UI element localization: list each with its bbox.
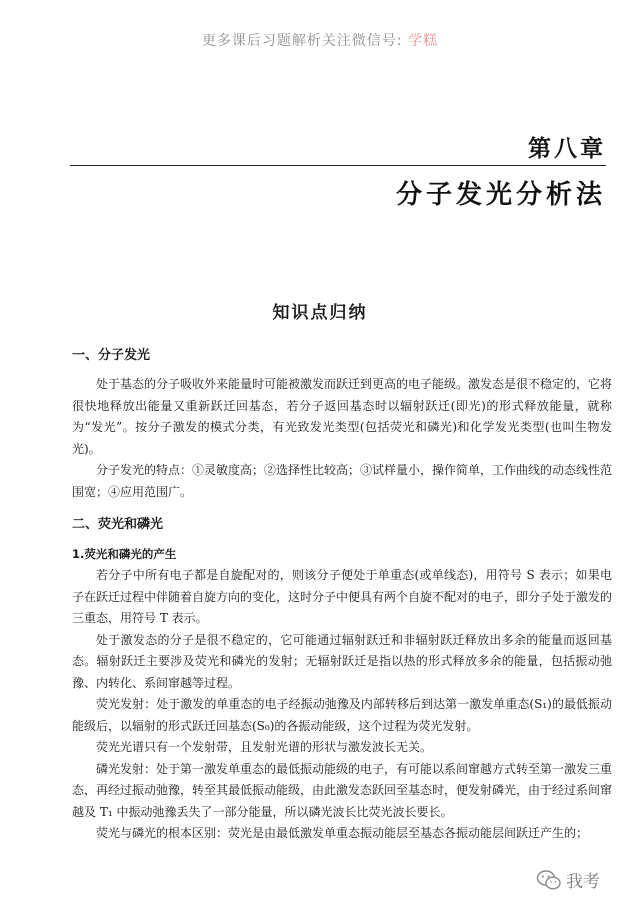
chapter-title: 分子发光分析法 <box>395 180 606 210</box>
paragraph: 荧光光谱只有一个发射带，且发射光谱的形状与激发波长无关。 <box>96 740 433 754</box>
chapter-number: 第八章 <box>528 136 606 162</box>
subheading-generation: 1.荧光和磷光的产生 <box>72 547 177 561</box>
paragraph: 荧光与磷光的根本区别：荧光是由最低激发单重态振动能层至基态各振动能层间跃迁产生的； <box>96 826 589 840</box>
paragraph: 荧光发射：处于激发的单重态的电子经振动弛豫及内部转移后到达第一激发单重态(S₁)的最低振动能级后，以辐射的形式跃迁回基态(S₀)的各振动能级，这个过程为荧光发射。 <box>72 697 612 733</box>
paragraph: 磷光发射：处于第一激发单重态的最低振动能级的电子，有可能以系间窜越方式转至第一激发三重态，再经过振动弛豫，转至其最低振动能级，由此激发态跃回至基态时，便发射磷光，由于经过系间窜越及 T₁ 中振动弛豫丢失了一部分能量，所以磷光波长比荧光波长要长。 <box>72 761 613 819</box>
paragraph: 若分子中所有电子都是自旋配对的，则该分子便处于单重态(或单线态)，用符号 S 表示；如果电子在跃迁过程中伴随着自旋方向的变化，这时分子中便具有两个自旋不配对的电子，即分子处于激发的三重态，用符号 T 表示。 <box>72 568 613 625</box>
page-body <box>72 344 612 845</box>
paragraph: 处于基态的分子吸收外来能量时可能被激发而跃迁到更高的电子能级。激发态是很不稳定的，它将很快地释放出能量又重新跃迁回基态，若分子返回基态时以辐射跃迁(即光)的形式释放能量，就称为“发光”。按分子激发的模式分类，有光致发光类型(包括荧光和磷光)和化学发光类型(也叫生物发光)。 <box>72 377 613 456</box>
header-account: 学糕 <box>408 33 439 49</box>
section-title: 知识点归纳 <box>272 303 368 323</box>
paragraph: 分子发光的特点：①灵敏度高；②选择性比较高；③试样量小，操作简单，工作曲线的动态线性范围宽；④应用范围广。 <box>72 463 613 499</box>
wechat-icon <box>536 869 562 891</box>
page-header <box>0 30 640 50</box>
watermark <box>536 867 600 892</box>
heading-molecular-luminescence: 一、分子发光 <box>72 348 151 363</box>
chapter-divider <box>70 165 606 166</box>
watermark-label: 我考 <box>566 872 600 892</box>
header-prefix: 更多课后习题解析关注微信号: <box>201 33 403 49</box>
heading-fluorescence-phosphorescence: 二、荧光和磷光 <box>72 517 164 532</box>
paragraph: 处于激发态的分子是很不稳定的，它可能通过辐射跃迁和非辐射跃迁释放出多余的能量而返回基态。辐射跃迁主要涉及荧光和磷光的发射；无辐射跃迁是指以热的形式释放多余的能量，包括振动弛豫、内转化、系间窜越等过程。 <box>72 632 612 690</box>
